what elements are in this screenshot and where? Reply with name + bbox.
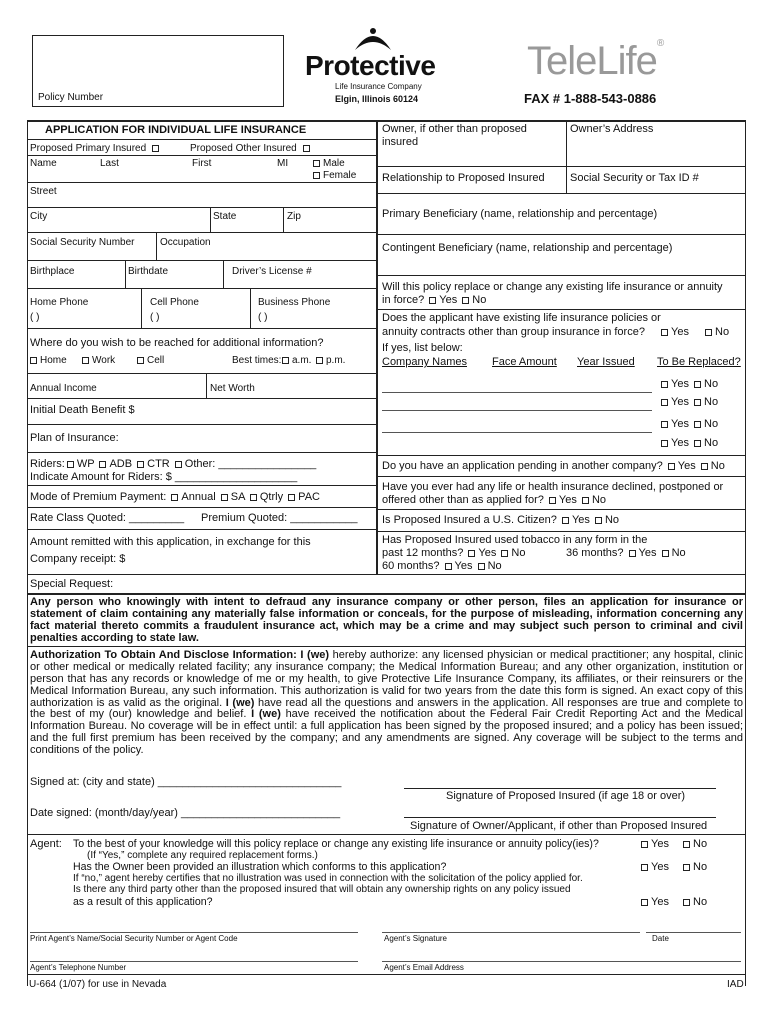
form-code: IAD — [727, 979, 744, 990]
authorization-p3: have received the notification about the Federal Fair Credit Reporting Act and the Medical Information Bureau. No coverage will be in effect until: a full application has been signed by the proposed insured; and a policy has been issued; and the full first premium has been received by the company; and any amendments are signed. Any coverage will be subject to the terms and conditions of the policy. — [30, 708, 743, 756]
telelife-text: TeleLife — [527, 39, 657, 83]
reach-cell-label: Cell — [147, 355, 165, 366]
home-phone-label: Home Phone — [30, 297, 89, 308]
state-label: State — [213, 211, 237, 222]
tobacco-60-months — [382, 560, 502, 573]
row1-yes-checkbox[interactable] — [661, 381, 668, 388]
pending-yes-label: Yes — [677, 460, 696, 472]
authorization-p2: have read all the questions and answers in the application. All responses are true and complete to the best of my (our) knowledge and belief. — [30, 696, 743, 721]
tobacco-36-yes-checkbox[interactable] — [629, 550, 636, 557]
home-phone-field[interactable]: ( ) — [30, 312, 40, 323]
insured-signature-line[interactable] — [404, 788, 716, 789]
existing-row-line-2[interactable] — [382, 410, 652, 411]
citizen-no-checkbox[interactable] — [595, 517, 602, 524]
pm-option[interactable] — [314, 355, 345, 367]
riders-label: Riders: — [30, 458, 65, 470]
print-agent-line[interactable] — [30, 932, 358, 933]
existing-row-line-1[interactable] — [382, 392, 652, 393]
tobacco-60-yes-checkbox[interactable] — [445, 563, 452, 570]
pending-yes-checkbox[interactable] — [668, 463, 675, 470]
owner-label-line1: Owner, if other than proposed — [382, 123, 527, 135]
primary-insured-label: Proposed Primary Insured — [30, 143, 147, 154]
reach-home-checkbox[interactable] — [30, 357, 37, 364]
row2-no-label: No — [704, 396, 719, 408]
existing-yes-label: Yes — [671, 326, 689, 338]
am-checkbox[interactable] — [282, 357, 289, 364]
female-checkbox[interactable] — [313, 172, 320, 179]
relationship-label: Relationship to Proposed Insured — [382, 172, 545, 184]
contingent-beneficiary-label: Contingent Beneficiary (name, relationship and percentage) — [382, 242, 673, 254]
name-label: Name — [30, 158, 57, 169]
col-face-amount: Face Amount — [492, 356, 557, 368]
existing-row-1-options[interactable] — [659, 378, 718, 391]
female-option[interactable] — [311, 170, 356, 182]
row4-yes-label: Yes — [671, 437, 689, 449]
pending-no-checkbox[interactable] — [701, 463, 708, 470]
annual-label: Annual — [181, 491, 216, 503]
row4-no-label: No — [704, 437, 719, 449]
drivers-license-label: Driver’s License # — [232, 266, 312, 277]
row3-yes-checkbox[interactable] — [661, 421, 668, 428]
best-times-label: Best times: — [232, 355, 282, 366]
row2-yes-label: Yes — [671, 396, 689, 408]
ctr-label: CTR — [147, 458, 170, 470]
other-rider-checkbox[interactable] — [175, 461, 182, 468]
wp-label: WP — [76, 458, 95, 470]
declined-yes-checkbox[interactable] — [549, 497, 556, 504]
tobacco-60-no-label: No — [487, 560, 502, 572]
authorization-p1: hereby authorize: any licensed physician or medical practitioner; any hospital, clinic or other medical or medically related facility; any insurance company; the Medical Information Bureau; and any other organization, institution or person that has any records or knowledge of me or my health, to give Protective Life Insurance Company, its affiliates, or their reinsurers or the Medical Information Bureau, any such information. This authorization is valid for two years from the date this form is signed. An exact copy of this authorization is as valid as the original. — [30, 649, 743, 709]
citizen-yes-label: Yes — [571, 514, 590, 526]
female-label: Female — [323, 170, 357, 181]
signed-at-field[interactable]: Signed at: (city and state) ______________________________ — [30, 776, 342, 788]
pending-no-label: No — [710, 460, 725, 472]
net-worth-label: Net Worth — [210, 383, 255, 394]
riders-row — [30, 458, 316, 471]
birthplace-label: Birthplace — [30, 266, 75, 277]
tobacco-36-yes-label: Yes — [638, 547, 657, 559]
authorization-iwe-2: I (we) — [251, 708, 281, 721]
agent-q2-yes-label: Yes — [651, 861, 669, 873]
col-company-names: Company Names — [382, 356, 467, 368]
tobacco-60-yes-label: Yes — [454, 560, 473, 572]
pm-label: p.m. — [326, 355, 346, 366]
declined-q-line1: Have you ever had any life or health insurance declined, postponed or — [382, 481, 724, 493]
form-title: APPLICATION FOR INDIVIDUAL LIFE INSURANCE — [45, 124, 307, 136]
agent-q1-no-checkbox[interactable] — [683, 841, 690, 848]
reach-work-label: Work — [92, 355, 116, 366]
reach-work-option[interactable] — [80, 355, 115, 367]
business-phone-label: Business Phone — [258, 297, 331, 308]
print-agent-label: Print Agent’s Name/Social Security Number or Agent Code — [30, 934, 238, 943]
agent-q1b: (If “Yes,” complete any required replacement forms.) — [87, 850, 318, 861]
primary-insured-option[interactable] — [30, 143, 162, 155]
agent-q3b: as a result of this application? — [73, 896, 213, 908]
if-yes-label: If yes, list below: — [382, 342, 463, 354]
annual-checkbox[interactable] — [171, 494, 178, 501]
sa-label: SA — [230, 491, 245, 503]
agent-q1-yes[interactable] — [639, 838, 669, 851]
agent-label: Agent: — [30, 838, 62, 850]
agent-q2-yes[interactable] — [639, 861, 669, 874]
row2-yes-checkbox[interactable] — [661, 399, 668, 406]
indicate-amount-field[interactable]: Indicate Amount for Riders: $ ____________________ — [30, 471, 298, 483]
ssn-label: Social Security Number — [30, 237, 135, 248]
plan-label: Plan of Insurance: — [30, 432, 119, 444]
agent-q3-yes[interactable] — [639, 896, 669, 909]
tobacco-36-months — [566, 547, 686, 560]
male-checkbox[interactable] — [313, 160, 320, 167]
primary-insured-checkbox[interactable] — [152, 145, 159, 152]
authorization-iwe-1: I (we) — [225, 696, 255, 709]
agent-email-line[interactable] — [382, 961, 741, 962]
date-signed-field[interactable]: Date signed: (month/day/year) __________________________ — [30, 807, 341, 819]
owner-label-line2: insured — [382, 135, 419, 148]
owner-signature-line[interactable] — [404, 817, 716, 818]
declined-yes-label: Yes — [558, 493, 577, 506]
owner-signature-label: Signature of Owner/Applicant, if other than Proposed Insured — [410, 820, 708, 832]
agent-q1-yes-label: Yes — [651, 838, 669, 850]
agent-q1-yes-checkbox[interactable] — [641, 841, 648, 848]
form-id: U-664 (1/07) for use in Nevada — [29, 979, 167, 990]
fraud-warning: Any person who knowingly with intent to defraud any insurance company or other person, files an application for insurance or statement of claim containing any materially false information or conceals, for the purpose of misleading, information concerning any fact material thereto commits a fraudulent insurance act, which may be a crime and may subject such person to criminal and civil penalties according to state law. — [30, 596, 743, 644]
pending-q-label: Do you have an application pending in another company? — [382, 460, 663, 472]
agent-q1-no-label: No — [693, 838, 708, 850]
am-option[interactable] — [280, 355, 311, 367]
declined-question — [382, 481, 723, 506]
agent-signature-line[interactable] — [382, 932, 640, 933]
agent-q2-no[interactable] — [681, 861, 707, 874]
mode-row — [30, 491, 320, 504]
row4-yes-checkbox[interactable] — [661, 440, 668, 447]
mi-label: MI — [277, 158, 289, 169]
annual-income-label: Annual Income — [30, 383, 97, 394]
declined-q-line2: offered other than as applied for? — [382, 493, 544, 506]
citizen-no-label: No — [604, 514, 620, 526]
tobacco-60-label: 60 months? — [382, 560, 440, 572]
cell-phone-label: Cell Phone — [150, 297, 199, 308]
tobacco-36-no-label: No — [671, 547, 686, 559]
pm-checkbox[interactable] — [316, 357, 323, 364]
qtrly-label: Qtrly — [259, 491, 284, 503]
citizen-question — [382, 514, 619, 527]
existing-no-checkbox[interactable] — [705, 329, 712, 336]
col-to-be-replaced: To Be Replaced? — [657, 356, 741, 368]
reach-home-label: Home — [40, 355, 67, 366]
other-insured-label: Proposed Other Insured — [190, 143, 297, 154]
amount-remitted-label: Amount remitted with this application, in exchange for this — [30, 536, 311, 548]
premium-quoted-field[interactable]: Premium Quoted: ___________ — [201, 512, 358, 524]
fax-number: FAX # 1-888-543-0886 — [524, 91, 657, 106]
date-line[interactable] — [646, 932, 741, 933]
company-city: Elgin, Illinois 60124 — [335, 94, 419, 104]
death-benefit-label: Initial Death Benefit $ — [30, 404, 135, 416]
tobacco-12-yes-label: Yes — [478, 547, 497, 559]
reach-question: Where do you wish to be reached for additional information? — [30, 337, 324, 349]
existing-no-label: No — [715, 326, 730, 338]
company-tag: Life Insurance Company — [335, 82, 422, 91]
tobacco-12-yes-checkbox[interactable] — [468, 550, 475, 557]
reach-cell-checkbox[interactable] — [137, 357, 144, 364]
street-label: Street — [30, 186, 57, 197]
agent-q2-yes-checkbox[interactable] — [641, 864, 648, 871]
insured-signature-label: Signature of Proposed Insured (if age 18 or over) — [446, 790, 686, 802]
existing-question-line1: Does the applicant have existing life insurance policies or — [382, 312, 661, 324]
cell-phone-field[interactable]: ( ) — [150, 312, 160, 323]
agent-q1: To the best of your knowledge will this policy replace or change any existing life insurance or annuity policy(ies)? — [73, 838, 599, 850]
declined-no-label: No — [591, 493, 606, 506]
am-label: a.m. — [292, 355, 312, 366]
pending-question — [382, 460, 725, 473]
birthdate-label: Birthdate — [128, 266, 169, 277]
row3-no-checkbox[interactable] — [694, 421, 701, 428]
row1-no-checkbox[interactable] — [694, 381, 701, 388]
replace-q-line2: in force? — [382, 293, 425, 306]
replace-no-label: No — [472, 293, 487, 306]
agent-q3: Is there any third party other than the proposed insured that will obtain any ownership rights on any policy issued — [73, 884, 571, 895]
agent-q3-no-checkbox[interactable] — [683, 899, 690, 906]
agent-q2-no-checkbox[interactable] — [683, 864, 690, 871]
company-name: Protective — [305, 50, 436, 81]
existing-yes-option[interactable] — [659, 326, 689, 339]
agent-signature-label: Agent’s Signature — [384, 934, 448, 943]
primary-beneficiary-label: Primary Beneficiary (name, relationship and percentage) — [382, 208, 658, 220]
other-insured-option[interactable] — [190, 143, 313, 155]
registered-mark: ® — [656, 38, 664, 49]
tobacco-36-no-checkbox[interactable] — [662, 550, 669, 557]
pac-checkbox[interactable] — [288, 494, 295, 501]
tobacco-12-no-checkbox[interactable] — [501, 550, 508, 557]
other-rider-field[interactable]: Other: ________________ — [184, 458, 317, 470]
reach-home-option[interactable] — [28, 355, 67, 367]
replace-q-line1: Will this policy replace or change any existing life insurance or annuity — [382, 281, 723, 293]
tobacco-q-line1: Has Proposed Insured used tobacco in any form in the — [382, 534, 648, 546]
telelife-logo — [527, 38, 663, 84]
tobacco-12-months — [382, 547, 525, 560]
existing-yes-checkbox[interactable] — [661, 329, 668, 336]
first-label: First — [192, 158, 212, 169]
existing-no-option[interactable] — [703, 326, 729, 339]
rate-class-field[interactable]: Rate Class Quoted: _________ — [30, 512, 185, 524]
reach-cell-option[interactable] — [135, 355, 164, 367]
replace-yes-checkbox[interactable] — [429, 297, 436, 304]
last-label: Last — [100, 158, 119, 169]
declined-no-checkbox[interactable] — [582, 497, 589, 504]
wp-checkbox[interactable] — [67, 461, 74, 468]
row1-no-label: No — [704, 378, 719, 390]
row3-yes-label: Yes — [671, 418, 689, 430]
row3-no-label: No — [704, 418, 719, 430]
ssn-tax-label: Social Security or Tax ID # — [570, 172, 699, 184]
replace-question — [382, 281, 723, 306]
authorization-text — [30, 650, 743, 757]
adb-checkbox[interactable] — [99, 461, 106, 468]
agent-q3-yes-label: Yes — [651, 896, 669, 908]
sa-checkbox[interactable] — [221, 494, 228, 501]
citizen-yes-checkbox[interactable] — [562, 517, 569, 524]
citizen-q-label: Is Proposed Insured a U.S. Citizen? — [382, 514, 557, 526]
owner-label — [382, 123, 527, 148]
reach-work-checkbox[interactable] — [82, 357, 89, 364]
tobacco-12-no-label: No — [511, 547, 526, 559]
col-year-issued: Year Issued — [577, 356, 635, 368]
tobacco-36-label: 36 months? — [566, 547, 624, 559]
agent-phone-label: Agent’s Telephone Number — [30, 963, 127, 972]
existing-question-line2: annuity contracts other than group insurance in force? — [382, 326, 645, 338]
protective-logo-icon — [353, 26, 393, 52]
other-insured-checkbox[interactable] — [303, 145, 310, 152]
tobacco-12-label: past 12 months? — [382, 547, 464, 559]
agent-phone-line[interactable] — [30, 961, 358, 962]
replace-no-checkbox[interactable] — [462, 297, 469, 304]
agent-q3-yes-checkbox[interactable] — [641, 899, 648, 906]
policy-number-label: Policy Number — [38, 92, 104, 103]
existing-row-line-3[interactable] — [382, 432, 652, 433]
special-request-field[interactable]: Special Request: — [30, 578, 114, 590]
agent-q2b: If “no,” agent hereby certifies that no illustration was used in connection with the solicitation of the policy applied for. — [73, 873, 583, 884]
existing-row-4-options[interactable] — [659, 437, 718, 450]
pac-label: PAC — [298, 491, 320, 503]
agent-q1-no[interactable] — [681, 838, 707, 851]
existing-row-3-options[interactable] — [659, 418, 718, 431]
authorization-title: Authorization To Obtain And Disclose Information: I (we) — [30, 649, 330, 661]
row4-no-checkbox[interactable] — [694, 440, 701, 447]
adb-label: ADB — [109, 458, 133, 470]
city-label: City — [30, 211, 48, 222]
row1-yes-label: Yes — [671, 378, 689, 390]
zip-label: Zip — [287, 211, 301, 222]
tobacco-60-no-checkbox[interactable] — [478, 563, 485, 570]
male-option[interactable] — [311, 158, 345, 170]
agent-email-label: Agent’s Email Address — [384, 963, 464, 972]
qtrly-checkbox[interactable] — [250, 494, 257, 501]
owner-address-label: Owner’s Address — [570, 123, 654, 135]
business-phone-field[interactable]: ( ) — [258, 312, 268, 323]
ctr-checkbox[interactable] — [137, 461, 144, 468]
agent-q2: Has the Owner been provided an illustration which conforms to this application? — [73, 861, 447, 873]
agent-q2-no-label: No — [693, 861, 708, 873]
existing-row-2-options[interactable] — [659, 396, 718, 409]
agent-q3-no[interactable] — [681, 896, 707, 909]
date-label: Date — [652, 934, 669, 943]
mode-label: Mode of Premium Payment: — [30, 491, 167, 503]
replace-yes-label: Yes — [439, 293, 458, 306]
agent-q3-no-label: No — [693, 896, 708, 908]
male-label: Male — [323, 158, 345, 169]
occupation-label: Occupation — [160, 237, 211, 248]
row2-no-checkbox[interactable] — [694, 399, 701, 406]
receipt-field[interactable]: Company receipt: $ — [30, 553, 126, 565]
